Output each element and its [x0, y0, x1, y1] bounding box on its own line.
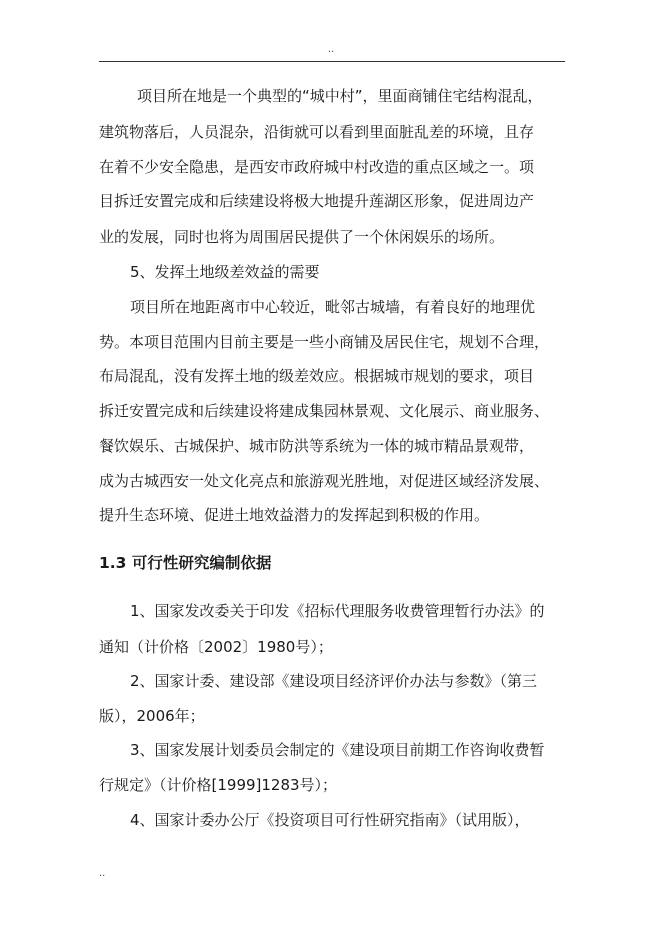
basis-item-line: 1、国家发改委关于印发《招标代理服务收费管理暂行办法》的 [130, 602, 545, 620]
paragraph-line: 提升生态环境、促进土地效益潜力的发挥起到积极的作用。 [99, 506, 490, 524]
paragraph-line: 布局混乱，没有发挥土地的级差效应。根据城市规划的要求，项目 [99, 367, 535, 385]
footer-mark: .. [99, 868, 106, 879]
basis-item-line: 行规定》（计价格[1999]1283号）； [99, 776, 338, 794]
paragraph-line: 目拆迁安置完成和后续建设将极大地提升莲湖区形象，促进周边产 [99, 192, 535, 210]
basis-item-line: 4、国家计委办公厅《投资项目可行性研究指南》（试用版）， [130, 811, 530, 829]
paragraph-line: 在着不少安全隐患，是西安市政府城中村改造的重点区域之一。项 [99, 158, 535, 176]
paragraph-line: 餐饮娱乐、古城保护、城市防洪等系统为一体的城市精品景观带， [99, 437, 535, 455]
paragraph-line: 项目所在地距离市中心较近，毗邻古城墙，有着良好的地理优 [130, 298, 536, 316]
basis-item-line: 3、国家发展计划委员会制定的《建设项目前期工作咨询收费暂 [130, 741, 545, 759]
paragraph-line: 建筑物落后，人员混杂，沿街就可以看到里面脏乱差的环境，且存 [99, 123, 535, 141]
basis-item-line: 2、国家计委、建设部《建设项目经济评价办法与参数》（第三 [130, 672, 538, 690]
paragraph-line: 项目所在地是一个典型的“城中村”，里面商铺住宅结构混乱， [137, 87, 543, 105]
section-heading: 1.3 可行性研究编制依据 [99, 554, 272, 572]
paragraph-line: 成为古城西安一处文化亮点和旅游观光胜地，对促进区域经济发展、 [99, 472, 550, 490]
basis-item-line: 版），2006年； [99, 707, 205, 725]
paragraph-line: 业的发展，同时也将为周围居民提供了一个休闲娱乐的场所。 [99, 228, 505, 246]
basis-item-line: 通知（计价格〔2002〕1980号）； [99, 638, 333, 656]
header-rule [99, 61, 565, 62]
header-mark: .. [327, 44, 335, 55]
paragraph-line: 拆迁安置完成和后续建设将建成集园林景观、文化展示、商业服务、 [99, 402, 550, 420]
item-5-title: 5、发挥土地级差效益的需要 [130, 263, 320, 281]
paragraph-line: 势。本项目范围内目前主要是一些小商铺及居民住宅，规划不合理， [99, 333, 550, 351]
